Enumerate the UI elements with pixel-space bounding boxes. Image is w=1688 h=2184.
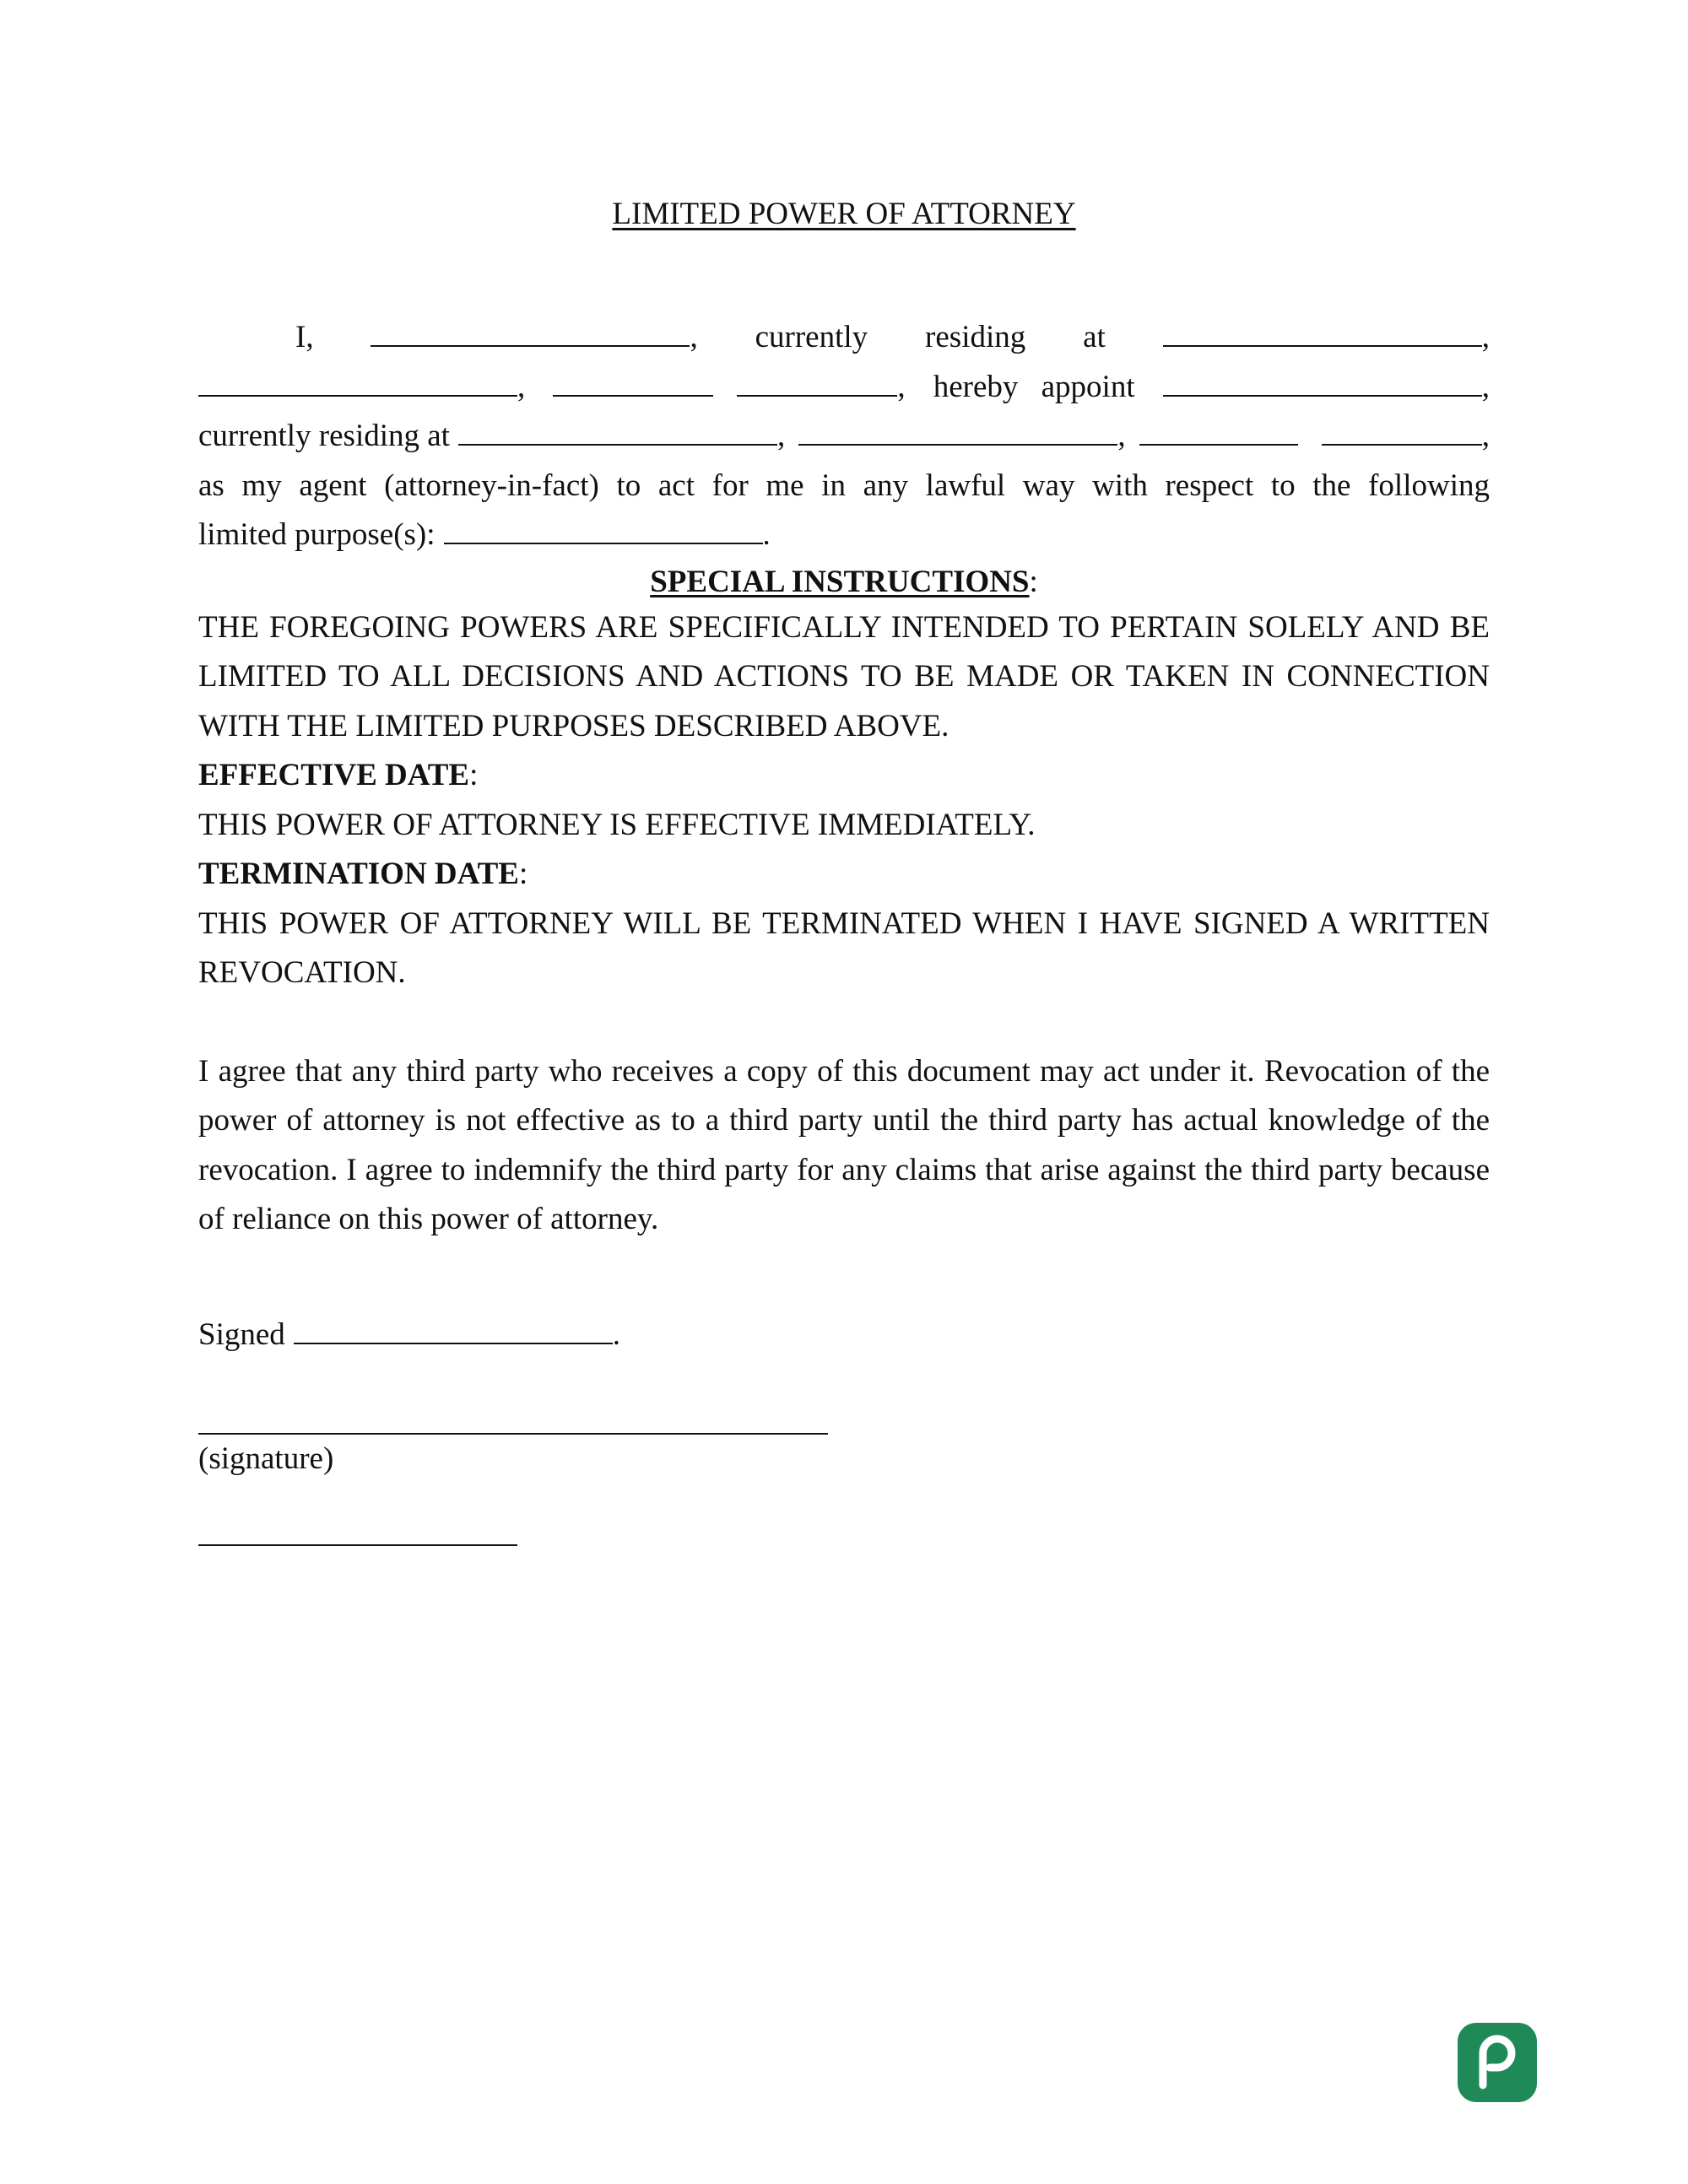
comma: , [517, 369, 526, 404]
agent-street-blank[interactable] [458, 444, 777, 446]
colon: : [518, 857, 528, 891]
period: . [762, 517, 771, 552]
principal-zip-blank[interactable] [737, 395, 897, 397]
limited-purpose-blank[interactable] [444, 543, 763, 544]
intro-hereby-appoint: hereby appoint [933, 369, 1135, 404]
effective-date-title: EFFECTIVE DATE [198, 758, 470, 792]
special-instructions-heading [198, 560, 1490, 603]
colon: : [469, 758, 479, 792]
special-instructions-text: THE FOREGOING POWERS ARE SPECIFICALLY INTENDED TO PERTAIN SOLELY AND BE LIMITED TO ALL DECISIONS AND ACTIONS TO BE MADE OR TAKEN IN CONNECTION WITH THE LIMITED PURPOSES DESCRIBED ABOVE. [198, 609, 1490, 743]
comma: , [1481, 369, 1490, 404]
comma: , [690, 320, 698, 354]
special-instructions-title: SPECIAL INSTRUCTIONS [650, 564, 1030, 599]
p-logo-icon [1458, 2023, 1537, 2102]
intro-line-3 [198, 412, 1490, 462]
comma: , [1117, 419, 1126, 453]
intro-limited-purposes: limited purpose(s): [198, 517, 436, 552]
termination-date-title: TERMINATION DATE [198, 857, 519, 891]
agent-city-blank[interactable] [798, 444, 1117, 446]
printed-name-line[interactable] [198, 1544, 517, 1546]
intro-currently-residing-at: currently residing at [198, 419, 450, 453]
comma: , [1481, 320, 1490, 354]
intro-line-5 [198, 511, 1490, 560]
effective-date-text: THIS POWER OF ATTORNEY IS EFFECTIVE IMMEDIATELY. [198, 807, 1036, 842]
intro-currently: currently [755, 320, 868, 354]
third-party-paragraph: I agree that any third party who receives a copy of this document may act under it. Revocation of the power of attorney is not effective as to a third party until the third party has actual knowledge of the revocation. I agree to indemnify the third party for any claims that arise against the third party because of reliance on this power of attorney. [198, 1053, 1490, 1236]
intro-line-2 [198, 363, 1490, 413]
agent-zip-blank[interactable] [1322, 444, 1482, 446]
comma: , [776, 419, 786, 453]
signed-label: Signed [198, 1317, 285, 1352]
signed-date-blank[interactable] [294, 1343, 613, 1344]
intro-agent-line: as my agent (attorney-in-fact) to act for me in any lawful way with respect to the following [198, 468, 1490, 503]
intro-line-1 [198, 313, 1490, 363]
signature-label: (signature) [198, 1441, 334, 1476]
intro-i-text: I, [295, 320, 314, 354]
principal-street-blank[interactable] [1163, 345, 1482, 347]
colon: : [1029, 564, 1038, 599]
intro-at: at [1083, 320, 1106, 354]
principal-city-blank[interactable] [198, 395, 517, 397]
document-title: LIMITED POWER OF ATTORNEY [612, 197, 1076, 231]
period: . [612, 1317, 621, 1352]
document-body [198, 313, 1490, 1245]
principal-name-blank[interactable] [371, 345, 690, 347]
comma: , [897, 369, 906, 404]
comma: , [1481, 419, 1490, 453]
termination-date-text: THIS POWER OF ATTORNEY WILL BE TERMINATED WHEN I HAVE SIGNED A WRITTEN REVOCATION. [198, 905, 1490, 990]
principal-state-blank[interactable] [553, 395, 713, 397]
termination-date-heading [198, 850, 1490, 900]
intro-line-4 [198, 462, 1490, 511]
intro-residing: residing [925, 320, 1026, 354]
effective-date-heading [198, 751, 1490, 801]
signed-line [198, 1316, 620, 1353]
agent-state-blank[interactable] [1139, 444, 1298, 446]
agent-name-blank[interactable] [1163, 395, 1482, 397]
